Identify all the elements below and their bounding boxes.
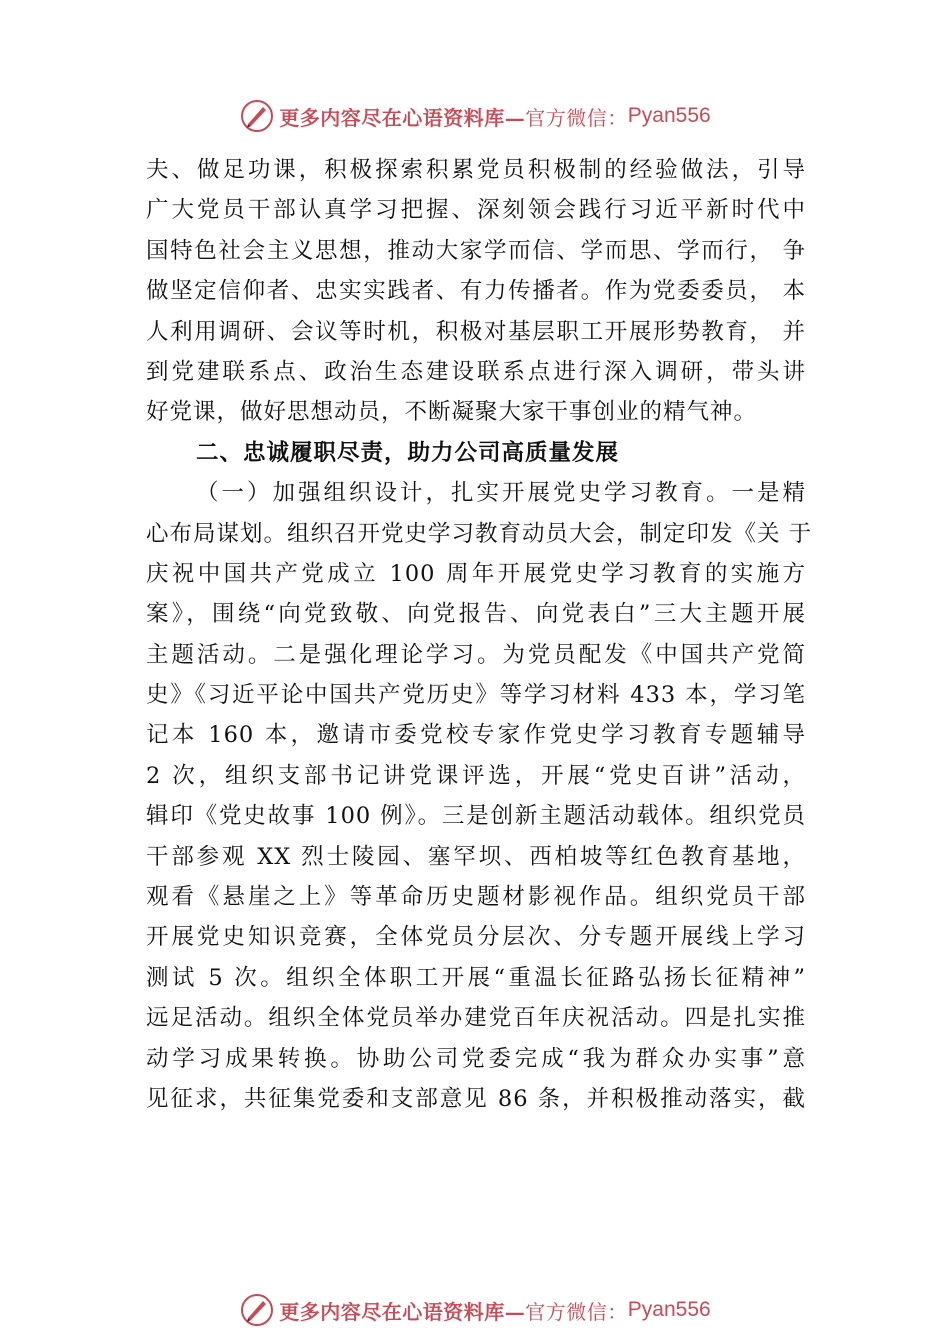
paragraph-1 (146, 150, 806, 433)
text-line: 观看《悬崖之上》等革命历史题材影视作品。组织党员干部 (146, 884, 806, 911)
pen-circle-icon (239, 1292, 275, 1328)
text-line: 夫、做足功课，积极探索积累党员积极制的经验做法，引导 (146, 157, 806, 183)
banner-text: 更多内容尽在心语资料库— (279, 1299, 526, 1324)
header-watermark-banner (0, 96, 950, 136)
document-body (146, 150, 813, 1119)
text-line: 做坚定信仰者、忠实实践者、有力传播者。作为党委委员， 本 (146, 278, 806, 305)
pen-circle-icon (239, 98, 275, 134)
text-line: 心布局谋划。组织召开党史学习教育动员大会，制定印发《关 于 (146, 520, 813, 547)
text-line: 国特色社会主义思想，推动大家学而信、学而思、学而行， 争 (146, 237, 806, 264)
text-line: 史》《习近平论中国共产党历史》等学习材料 433 本，学习笔 (146, 682, 806, 709)
text-line: 案》，围绕“向党致敬、向党报告、向党表白”三大主题开展 (146, 601, 806, 628)
banner-wechat-id: Pyan556 (627, 1298, 711, 1321)
text-line: 开展党史知识竞赛，全体党员分层次、分专题开展线上学习 (146, 924, 806, 951)
text-line: 2 次，组织支部书记讲党课评选，开展“党史百讲”活动， (146, 762, 806, 789)
banner-wechat-label: 官方微信： (525, 105, 628, 130)
banner-wechat-label: 官方微信： (525, 1299, 628, 1324)
text-line: 庆祝中国共产党成立 100 周年开展党史学习教育的实施方 (146, 560, 806, 587)
paragraph-2 (146, 473, 813, 1119)
text-line: 广大党员干部认真学习把握、深刻领会践行习近平新时代中 (146, 197, 806, 224)
text-line: 干部参观 XX 烈士陵园、塞罕坝、西柏坡等红色教育基地， (146, 843, 806, 870)
banner-wechat-id: Pyan556 (627, 104, 711, 127)
text-line: 动学习成果转换。协助公司党委完成“我为群众办实事”意 (146, 1045, 806, 1072)
text-line: 记本 160 本，邀请市委党校专家作党史学习教育专题辅导 (146, 722, 806, 749)
text-line: 主题活动。二是强化理论学习。为党员配发《中国共产党简 (146, 641, 806, 668)
section-heading: 二、忠诚履职尽责，助力公司高质量发展 (196, 439, 620, 466)
text-line: （一）加强组织设计，扎实开展党史学习教育。一是精 (196, 480, 806, 507)
text-line: 见征求，共征集党委和支部意见 86 条，并积极推动落实，截 (146, 1085, 806, 1112)
text-line: 远足活动。组织全体党员举办建党百年庆祝活动。四是扎实推 (146, 1005, 806, 1032)
footer-watermark-banner (0, 1290, 950, 1330)
text-line: 测试 5 次。组织全体职工开展“重温长征路弘扬长征精神” (146, 964, 806, 991)
text-line: 辑印《党史故事 100 例》。三是创新主题活动载体。组织党员 (146, 803, 806, 830)
text-line: 人利用调研、会议等时机，积极对基层职工开展形势教育， 并 (146, 318, 806, 345)
text-line: 到党建联系点、政治生态建设联系点进行深入调研，带头讲 (146, 358, 806, 385)
banner-text: 更多内容尽在心语资料库— (279, 105, 526, 130)
text-line: 好党课，做好思想动员，不断凝聚大家干事创业的精气神。 (146, 399, 758, 426)
